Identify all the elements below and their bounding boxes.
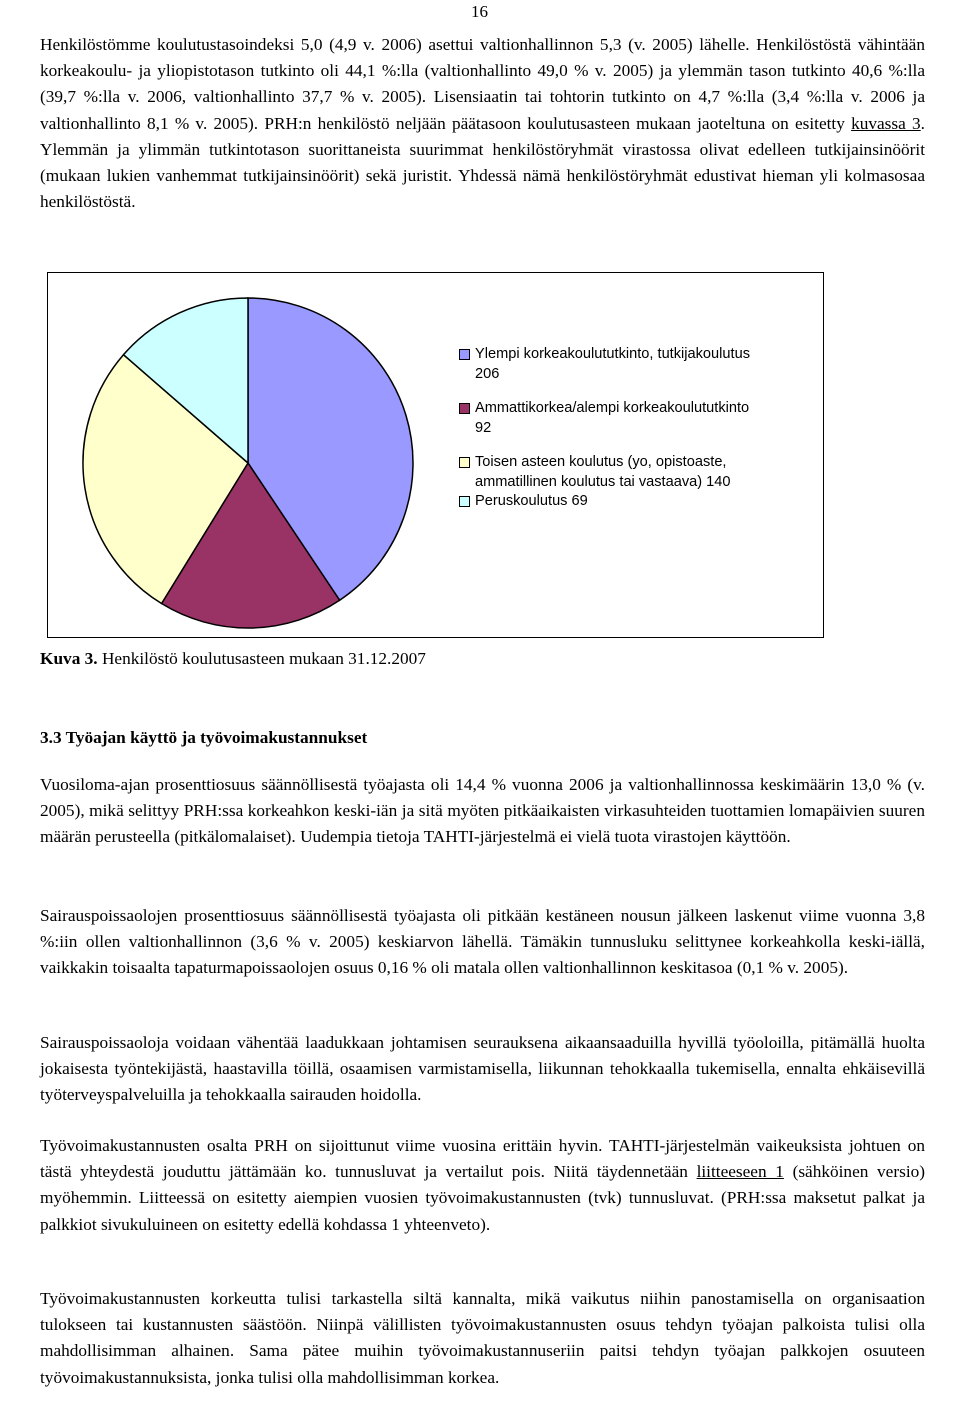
legend-swatch bbox=[459, 403, 470, 414]
intro-text-1: Henkilöstömme koulutustasoindeksi 5,0 (4,9 v. 2006) asettui valtionhallinnon 5,3 (v. 2005) lähelle. Henkilöstöstä vähintään korkeakoulu- ja yliopistotason tutkinto oli 44,1 %:lla (valtionhallinto 49,0 % v. 2005) ja ylemmän tason tutkinto 40,6 %:lla (39,7 %:lla v. 2006, valtionhallinto 37,7 % v. 2005). Lisensiaatin tai tohtorin tutkinto on 4,7 %:lla (3,4 %:lla v. 2006 ja valtionhallinto 8,1 % v. 2005). PRH:n henkilöstö neljään päätasoon koulutusasteen mukaan jaoteltuna on esitetty bbox=[40, 35, 925, 133]
section-heading: 3.3 Työajan käyttö ja työvoimakustannukset bbox=[40, 728, 368, 747]
paragraph-text: (sähköinen versio) myöhemmin. Liitteessä on esitetty aiempien vuosien työvoimakustannusten (tvk) tunnusluvat. (PRH:ssa maksetut palkat ja palkkiot sivukuluineen on esitetty edellä kohdassa 1 yhteenveto). bbox=[40, 1162, 926, 1234]
legend-swatch bbox=[459, 457, 470, 468]
intro-paragraph bbox=[40, 32, 925, 215]
paragraph-text: Työvoimakustannusten osalta PRH on sijoittunut viime vuosina erittäin hyvin. TAHTI-järjestelmän vaikeuksista johtuen on tästä yhteydestä jouduttu jättämään ko. tunnusluvat ja vertailut pois. Niitä täydennetään bbox=[40, 1136, 925, 1182]
legend-label: Ammattikorkea/alempi korkeakoulututkinto 92 bbox=[475, 400, 750, 436]
figure-caption bbox=[40, 649, 426, 669]
caption-text: Henkilöstö koulutusasteen mukaan 31.12.2007 bbox=[101, 649, 426, 668]
paragraph-sick-leave-reduction: Sairauspoissaoloja voidaan vähentää laadukkaan johtamisen seurauksena aikaansaaduilla hyvillä työoloilla, pitämällä huolta jokaisesta työntekijästä, haastavilla töillä, osaamisen varmistamisella, liikunnan tehokkaalla tukemisella, ennalta ehkäisevillä työterveyspalveluilla ja tehokkaalla sairauden hoidolla. bbox=[40, 1033, 925, 1105]
chart-legend bbox=[459, 345, 759, 512]
legend-swatch bbox=[459, 349, 470, 360]
paragraph-vacation: Vuosiloma-ajan prosenttiosuus säännöllisestä työajasta oli 14,4 % vuonna 2006 ja valtionhallinnossa keskimäärin 13,0 % (v. 2005), mikä selittyy PRH:ssa korkeahkon keski-iän ja sitä myöten pitkäaikaisten virkasuhteiden tuottamien lomapäivien suuren määrän perusteella (pitkälomalaiset). Uudempia tietoja TAHTI-järjestelmä ei vielä tuota virastojen käyttöön. bbox=[40, 775, 925, 847]
legend-item bbox=[459, 345, 759, 384]
legend-swatch bbox=[459, 496, 470, 507]
intro-text-2: . Ylemmän ja ylimmän tutkintotason suorittaneista suurimmat henkilöstöryhmät virastossa olivat edelleen tutkijainsinöörit (mukaan lukien vanhemmat tutkijainsinöörit) sekä juristit. Yhdessä nämä henkilöstöryhmät edustivat hieman yli kolmasosaa henkilöstöstä. bbox=[40, 113, 925, 212]
legend-label: Peruskoulutus 69 bbox=[475, 493, 588, 509]
legend-label: Ylempi korkeakoulututkinto, tutkijakoulutus 206 bbox=[475, 346, 750, 382]
legend-label: Toisen asteen koulutus (yo, opistoaste, ammatillinen koulutus tai vastaava) 140 bbox=[475, 454, 731, 490]
paragraph-labour-costs bbox=[40, 1133, 925, 1238]
legend-item bbox=[459, 492, 759, 512]
figure-reference-link[interactable]: kuvassa 3 bbox=[851, 113, 921, 133]
paragraph-labour-cost-level: Työvoimakustannusten korkeutta tulisi tarkastella siltä kannalta, mikä vaikutus niihin panostamisella on organisaation tulokseen tai kustannusten säästöön. Niinpä välillisten työvoimakustannusten osuus tehdyn työajan palkoista tulisi olla mahdollisimman alhainen. Sama pätee muihin työvoimakustannuseriin paitsi tehdyn työajan palkkojen osuuteen työvoimakustannuksista, jonka tulisi olla mahdollisimman korkea. bbox=[40, 1289, 925, 1387]
pie-chart bbox=[47, 272, 824, 638]
page-number: 16 bbox=[471, 2, 488, 21]
caption-label: Kuva 3. bbox=[40, 649, 98, 668]
appendix-link[interactable]: liitteeseen 1 bbox=[696, 1162, 784, 1182]
paragraph-sick-leave: Sairauspoissaolojen prosenttiosuus säännöllisestä työajasta oli pitkään kestäneen nousun jälkeen laskenut viime vuonna 3,8 %:iin ollen valtionhallinnon (3,6 % v. 2005) keskiarvon lähellä. Tämäkin tunnusluku selittynee korkeahkolla keski-iällä, vaikkakin toisaalta tapaturmapoissaolojen osuus 0,16 % oli matala ollen valtionhallinnon keskitasoa (0,1 % v. 2005). bbox=[40, 906, 925, 978]
legend-item bbox=[459, 399, 759, 438]
legend-item bbox=[459, 453, 759, 492]
